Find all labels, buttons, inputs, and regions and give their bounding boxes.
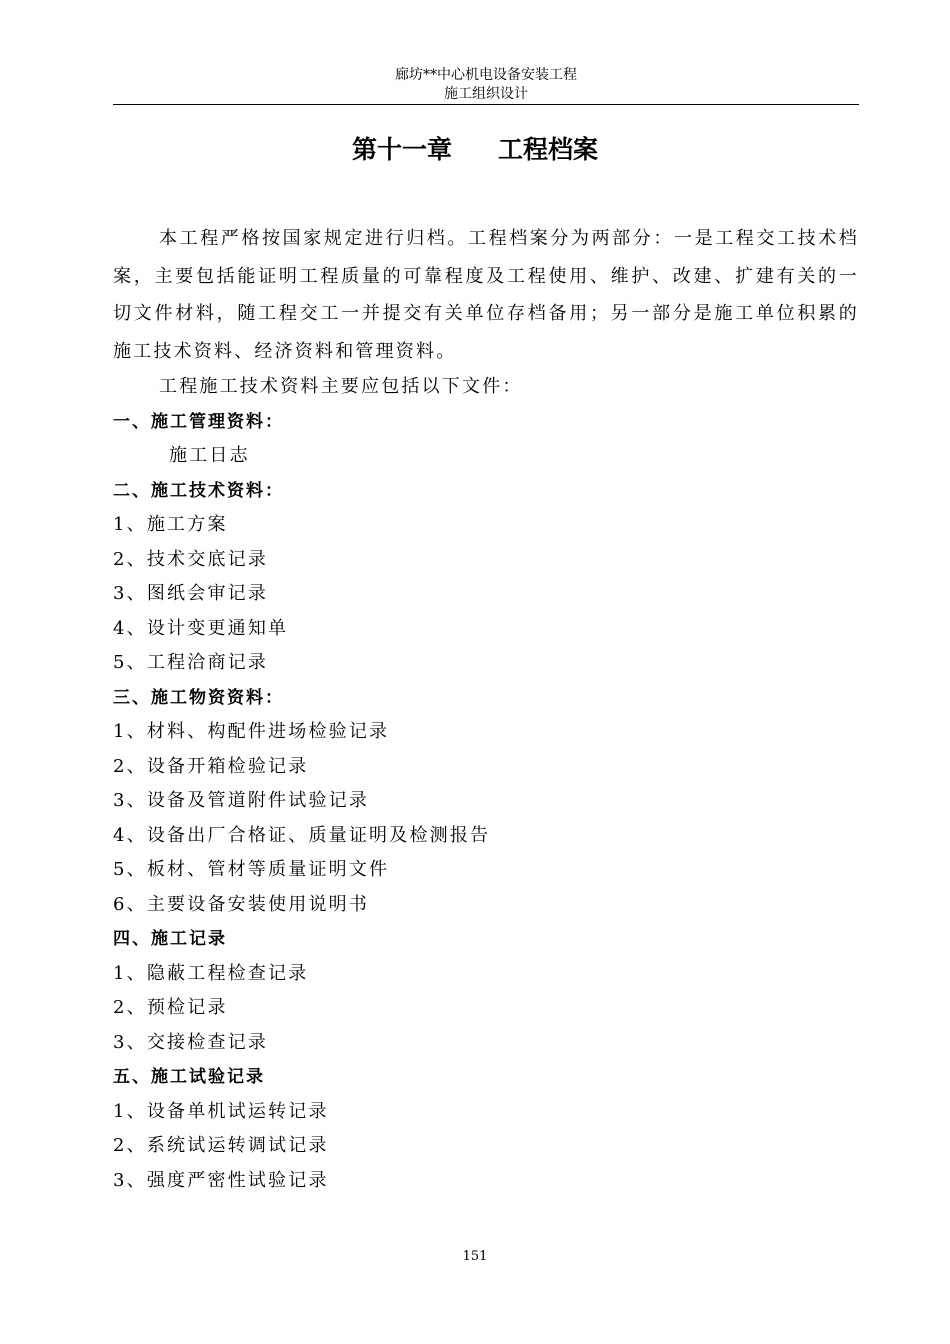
section-heading: 四、施工记录 (113, 929, 227, 949)
list-item: 3、设备及管道附件试验记录 (113, 790, 370, 811)
chapter-name: 工程档案 (498, 135, 599, 164)
section-heading: 三、施工物资资料： (113, 687, 284, 708)
list-item: 2、预检记录 (113, 997, 228, 1018)
list-item: 2、系统试运转调试记录 (113, 1135, 329, 1156)
list-item: 3、强度严密性试验记录 (113, 1169, 329, 1191)
chapter-number: 第十一章 (351, 135, 452, 164)
list-item: 1、施工方案 (113, 514, 228, 535)
list-item: 2、技术交底记录 (113, 548, 269, 570)
section-heading: 二、施工技术资料： (113, 480, 284, 501)
list-item: 3、交接检查记录 (113, 1031, 269, 1053)
list-item: 1、隐蔽工程检查记录 (113, 962, 309, 984)
list-item: 5、板材、管材等质量证明文件 (113, 859, 390, 880)
section-heading: 一、施工管理资料： (113, 411, 284, 432)
header-project-name: 廊坊**中心机电设备安装工程 (395, 67, 577, 83)
page-header (113, 66, 859, 104)
header-document-type: 施工组织设计 (444, 86, 528, 102)
list-item: 施工日志 (169, 445, 250, 466)
list-item: 5、工程洽商记录 (113, 652, 269, 673)
header-divider (113, 104, 859, 105)
intro-lead-sentence: 工程施工技术资料主要应包括以下文件： (159, 376, 523, 397)
list-item: 6、主要设备安装使用说明书 (113, 893, 370, 915)
list-item: 4、设备出厂合格证、质量证明及检测报告 (113, 824, 491, 846)
list-item: 1、材料、构配件进场检验记录 (113, 721, 390, 742)
intro-paragraph: 本工程严格按国家规定进行归档。工程档案分为两部分：一是工程交工技术档案，主要包括能证明工程质量的可靠程度及工程使用、维护、改建、扩建有关的一切文件材料，随工程交工一并提交有关单位存档备用；另一部分是施工单位积累的施工技术资料、经济资料和管理资料。 (113, 228, 859, 362)
page-number: 151 (462, 1249, 488, 1264)
section-heading: 五、施工试验记录 (113, 1067, 265, 1087)
chapter-title (0, 134, 950, 166)
list-item: 1、设备单机试运转记录 (113, 1100, 329, 1122)
list-item: 4、设计变更通知单 (113, 617, 289, 639)
list-item: 3、图纸会审记录 (113, 583, 269, 604)
document-body (113, 220, 859, 1198)
list-item: 2、设备开箱检验记录 (113, 755, 309, 777)
